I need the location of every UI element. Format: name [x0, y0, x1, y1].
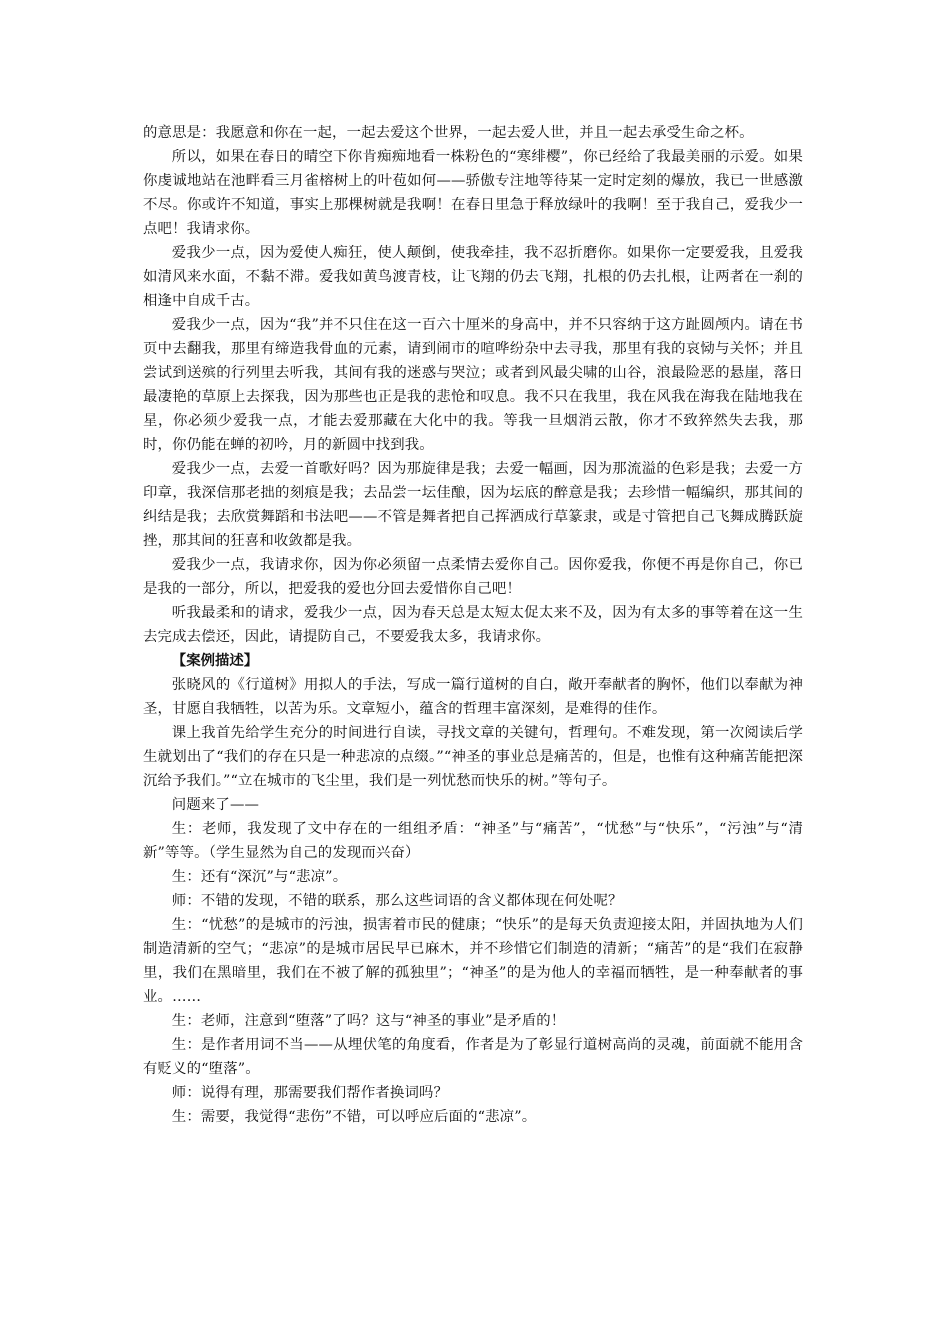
- dialogue-line: 生：“忧愁”的是城市的污浊，损害着市民的健康；“快乐”的是每天负责迎接太阳，并固执地为人们制造清新的空气；“悲凉”的是城市居民早已麻木，并不珍惜它们制造的清新；“痛苦”的是“我们在寂静里，我们在黑暗里，我们在不被了解的孤独里”；“神圣”的是为他人的幸福而牺牲，是一种奉献者的事业。……: [143, 917, 803, 1005]
- dialogue-line: 生：是作者用词不当——从埋伏笔的角度看，作者是为了彰显行道树高尚的灵魂，前面就不能用含有贬义的“堕落”。: [143, 1037, 803, 1077]
- paragraph-continuation: 的意思是：我愿意和你在一起，一起去爱这个世界，一起去爱人世，并且一起去承受生命之杯。: [143, 125, 754, 141]
- paragraph: 所以，如果在春日的晴空下你肯痴痴地看一株粉色的“寒绯樱”，你已经给了我最美丽的示爱。如果你虔诚地站在池畔看三月雀榕树上的叶苞如何——骄傲专注地等待某一定时定刻的爆放，我已一世感激不尽。你或许不知道，事实上那棵树就是我啊！在春日里急于释放绿叶的我啊！至于我自己，爱我少一点吧！我请求你。: [143, 149, 803, 237]
- document-page: [143, 121, 803, 1129]
- case-paragraph: 课上我首先给学生充分的时间进行自读，寻找文章的关键句，哲理句。不难发现，第一次阅读后学生就划出了“我们的存在只是一种悲凉的点缀。”“神圣的事业总是痛苦的，但是，也惟有这种痛苦能把深沉给予我们。”“立在城市的飞尘里，我们是一列忧愁而快乐的树。”等句子。: [143, 725, 803, 789]
- dialogue-line: 生：还有“深沉”与“悲凉”。: [171, 869, 348, 885]
- dialogue-line: 生：需要，我觉得“悲伤”不错，可以呼应后面的“悲凉”。: [171, 1109, 537, 1125]
- dialogue-line: 生：老师，我发现了文中存在的一组组矛盾：“神圣”与“痛苦”，“忧愁”与“快乐”，“污浊”与“清新”等等。（学生显然为自己的发现而兴奋）: [143, 821, 803, 861]
- case-paragraph: 问题来了——: [171, 797, 260, 813]
- paragraph: 爱我少一点，因为爱使人痴狂，使人颠倒，使我牵挂，我不忍折磨你。如果你一定要爱我，且爱我如清风来水面，不黏不滞。爱我如黄鸟渡青枝，让飞翔的仍去飞翔，扎根的仍去扎根，让两者在一刹的相逢中自成千古。: [143, 245, 803, 309]
- dialogue-line: 师：说得有理，那需要我们帮作者换词吗？: [171, 1085, 449, 1101]
- dialogue-line: 生：老师，注意到“堕落”了吗？这与“神圣的事业”是矛盾的！: [171, 1013, 566, 1029]
- paragraph: 爱我少一点，我请求你，因为你必须留一点柔情去爱你自己。因你爱我，你便不再是你自己，你已是我的一部分，所以，把爱我的爱也分回去爱惜你自己吧！: [143, 557, 803, 597]
- dialogue-line: 师：不错的发现，不错的联系，那么这些词语的含义都体现在何处呢？: [171, 893, 623, 909]
- section-heading: 【案例描述】: [171, 652, 259, 669]
- paragraph: 爱我少一点，去爱一首歌好吗？因为那旋律是我；去爱一幅画，因为那流溢的色彩是我；去爱一方印章，我深信那老拙的刻痕是我；去品尝一坛佳酿，因为坛底的醉意是我；去珍惜一幅编织，那其间的纠结是我；去欣赏舞蹈和书法吧——不管是舞者把自己挥洒成行草篆隶，或是寸管把自己飞舞成腾跃旋挫，那其间的狂喜和收敛都是我。: [143, 461, 803, 549]
- case-paragraph: 张晓风的《行道树》用拟人的手法，写成一篇行道树的自白，敞开奉献者的胸怀，他们以奉献为神圣，甘愿自我牺牲，以苦为乐。文章短小，蕴含的哲理丰富深刻，是难得的佳作。: [143, 677, 803, 717]
- paragraph: 爱我少一点，因为“我”并不只住在这一百六十厘米的身高中，并不只容纳于这方趾圆颅内。请在书页中去翻我，那里有缔造我骨血的元素，请到闹市的喧哗纷杂中去寻我，那里有我的哀恸与关怀；并且尝试到送殡的行列里去听我，其间有我的迷惑与哭泣；或者到风最尖啸的山谷，浪最险恶的悬崖，落日最凄艳的草原上去探我，因为那些也正是我的悲怆和叹息。我不只在我里，我在风我在海我在陆地我在星，你必须少爱我一点，才能去爱那藏在大化中的我。等我一旦烟消云散，你才不致猝然失去我，那时，你仍能在蝉的初吟，月的新圆中找到我。: [143, 317, 803, 453]
- paragraph: 听我最柔和的请求，爱我少一点，因为春天总是太短太促太来不及，因为有太多的事等着在这一生去完成去偿还，因此，请提防自己，不要爱我太多，我请求你。: [143, 605, 803, 645]
